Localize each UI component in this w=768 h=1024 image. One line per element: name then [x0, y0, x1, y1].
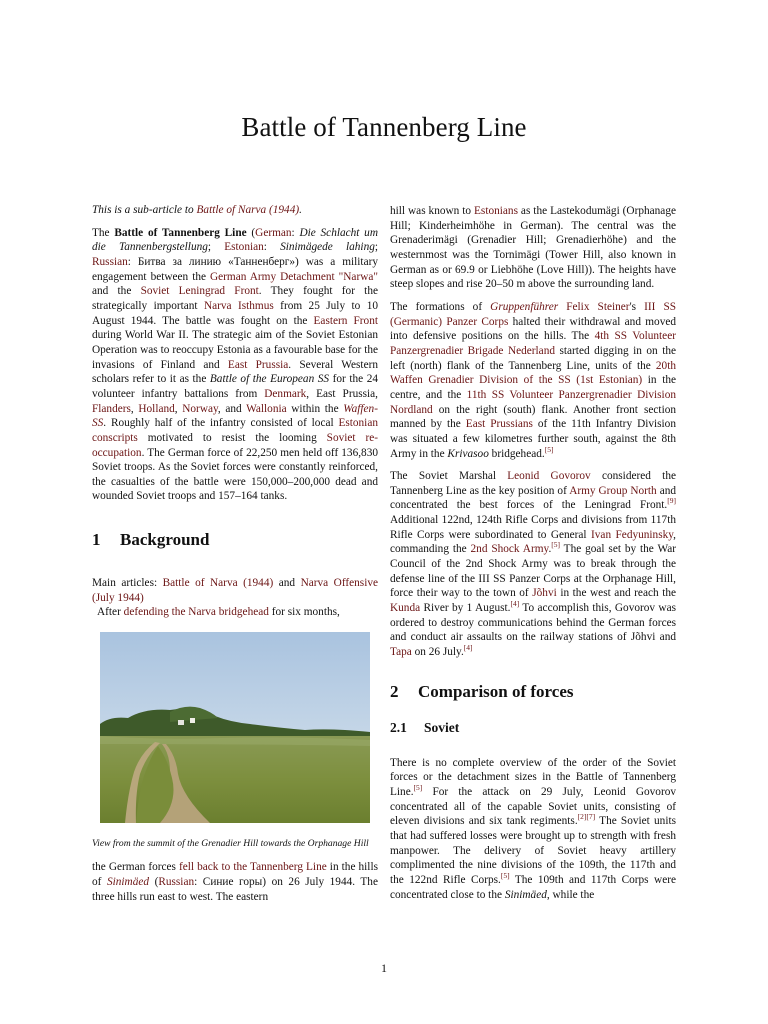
link-felix-steiner[interactable]: Felix Steiner [566, 300, 630, 313]
link-tapa[interactable]: Tapa [390, 646, 412, 659]
link-denmark[interactable]: Denmark [264, 387, 307, 400]
govorov-paragraph: The Soviet Marshal Leonid Govorov considered the Tannenberg Line as the key position of Army Group North and concentrated the best forces of the Leningrad Front.[9] Additional 122nd, 124th Rifle Corps and divisions from 117th Rifle Corps were subordinated to General Ivan Fedyuninsky, commanding the 2nd Shock Army.[5] The goal set by the War Council of the 2nd Shock Army was to break through the defense line of the III SS Panzer Corps at the Orphanage Hill, force their way to the town of Jõhvi in the west and reach the Kunda River by 1 August.[4] To accomplish this, Govorov was ordered to destroy communications behind the German forces and conduct air assaults on the railway stations of Jõhvi and Tapa on 26 July.[4] [390, 470, 677, 659]
right-column [390, 204, 676, 910]
link-nederland-brigade[interactable]: 4th SS Volunteer Panzergrenadier Brigade Nederland [390, 330, 676, 357]
subsection-heading-soviet: 2.1 Soviet [390, 719, 460, 735]
link-army-detachment-narwa[interactable]: German Army Detachment "Narwa" [210, 270, 378, 283]
link-holland[interactable]: Holland [138, 402, 175, 415]
link-flanders[interactable]: Flanders [92, 402, 131, 415]
citation[interactable]: [5] [500, 871, 510, 881]
link-2nd-shock-army[interactable]: 2nd Shock Army [470, 543, 549, 556]
citation[interactable]: [5] [544, 444, 554, 454]
link-johvi[interactable]: Jõhvi [532, 587, 557, 600]
citation[interactable]: [4] [510, 599, 520, 609]
formations-paragraph: The formations of Gruppenführer Felix Steiner's III SS (Germanic) Panzer Corps halted their withdrawal and moved into defensive positions on the hills. The 4th SS Volunteer Panzergrenadier Brigade Nederland started digging in on the left (north) flank of the Tannenberg Line, units of the 20th Waffen Grenadier Division of the SS (1st Estonian) in the centre, and the 11th SS Volunteer Panzergrenadier Division Nordland on the right (south) flank. Another front section manned by the East Prussians of the 11th Infantry Division was situated a few kilometres further south, against the 8th Army in the Krivasoo bridgehead.[5] [390, 300, 677, 460]
grenadier-hill-photo [100, 632, 370, 823]
citation[interactable]: [5] [551, 540, 561, 550]
page-title: Battle of Tannenberg Line [241, 112, 527, 142]
link-eastern-front[interactable]: Eastern Front [313, 314, 378, 327]
section-heading-background: 1 Background [92, 530, 210, 550]
link-narva-offensive[interactable]: Narva Offensive (July 1944) [92, 577, 379, 604]
link-estonian-conscripts[interactable]: Estonian conscripts [92, 417, 378, 444]
link-leningrad-front[interactable]: Soviet Leningrad Front [140, 285, 259, 298]
lead-paragraph: The Battle of Tannenberg Line (German: Die Schlacht um die Tannenbergstellung; Estonian: Sinimägede lahing; Russian: Битва за линию «Танненберг») was a military engagement between the German Army Detachment "Narwa" and the Soviet Leningrad Front. They fought for the strategically important Narva Isthmus from 25 July to 10 August 1944. The battle was fought on the Eastern Front during World War II. The strategic aim of the Soviet Estonian Operation was to reoccupy Estonia as a favourable base for the invasions of Finland and East Prussia. Several Western scholars refer to it as the Battle of the European SS for the 24 volunteer infantry battalions from Denmark, East Prussia, Flanders, Holland, Norway, and Wallonia within the Waffen-SS. Roughly half of the infantry consisted of local Estonian conscripts motivated to resist the looming Soviet re-occupation. The German force of 22,250 men held off 136,830 Soviet troops. As the Soviet forces were constantly reinforced, the casualties of the battle were 150,000–200,000 dead and wounded Soviet troops and 157–164 tanks. [92, 226, 379, 503]
link-nordland-division[interactable]: 11th SS Volunteer Panzergrenadier Division Nordland [390, 388, 676, 416]
link-20th-waffen-grenadier[interactable]: 20th Waffen Grenadier Division of the SS (1st Estonian) [390, 359, 676, 387]
citation[interactable]: [5] [413, 783, 423, 793]
link-leonid-govorov[interactable]: Leonid Govorov [507, 470, 591, 483]
link-sinimaed[interactable]: Sinimäed [106, 876, 150, 889]
figure-caption: View from the summit of the Grenadier Hill towards the Orphanage Hill [92, 838, 369, 850]
page-number: 1 [381, 961, 387, 975]
citation[interactable]: [4] [463, 643, 473, 653]
main-articles-note: Main articles: Battle of Narva (1944) and Narva Offensive (July 1944) [92, 577, 379, 604]
link-battle-of-narva-main[interactable]: Battle of Narva (1944) [162, 577, 274, 590]
background-paragraph: After defending the Narva bridgehead for six months, [97, 606, 340, 619]
link-narva-isthmus[interactable]: Narva Isthmus [203, 299, 274, 312]
link-battle-of-narva[interactable]: Battle of Narva (1944) [196, 204, 300, 216]
link-waffen-ss[interactable]: Waffen-SS [92, 402, 378, 430]
link-russian-2[interactable]: Russian [158, 876, 195, 889]
left-column [92, 203, 378, 912]
link-russian[interactable]: Russian [92, 255, 128, 268]
hills-paragraph: hill was known to Estonians as the Lastekodumägi (Orphanage Hill; Kinderheimhöhe in German). The central was the Grenaderimägi (Grenadier Hill; Grenadierhöhe) and the westernmost was the Tornimägi (Tower Hill, also known in German as or 69.9 or Liebhöhe (Love Hill)). The heights have steep slopes and rise 20–50 m above the surrounding land. [390, 205, 676, 291]
link-army-group-north[interactable]: Army Group North [569, 484, 657, 497]
soviet-paragraph: There is no complete overview of the order of the Soviet forces or the detachment sizes in the Battle of Tannenberg Line.[5] For the attack on 29 July, Leonid Govorov concentrated all of the capable Soviet units, consisting of eleven divisions and six tank regiments.[2][7] The Soviet units that had suffered losses were brought up to strength with fresh manpower. The delivery of Soviet heavy artillery complimented the nine divisions of the 109th, the 117th and the 122nd Rifle Corps.[5] The 109th and 117th Corps were concentrated close to the Sinimäed, while the [390, 756, 676, 901]
intro-note: This is a sub-article to Battle of Narva (1944). [92, 204, 302, 216]
citation[interactable]: [2][7] [577, 812, 596, 822]
link-iii-ss-panzer-corps[interactable]: III SS (Germanic) Panzer Corps [390, 300, 677, 328]
link-soviet-reoccupation[interactable]: Soviet re-occupation [92, 431, 378, 459]
background-paragraph-cont: the German forces fell back to the Tannenberg Line in the hills of Sinimäed (Russian: Синие горы) on 26 July 1944. The three hills run east to west. The eastern [92, 861, 378, 903]
link-german[interactable]: German [255, 226, 292, 239]
link-wallonia[interactable]: Wallonia [246, 402, 287, 415]
citation[interactable]: [9] [667, 496, 676, 506]
link-east-prussians[interactable]: East Prussians [465, 418, 533, 431]
link-estonian[interactable]: Estonian [224, 241, 264, 254]
link-gruppenfuhrer[interactable]: Gruppenführer [490, 300, 559, 313]
link-ivan-fedyuninsky[interactable]: Ivan Fedyuninsky [591, 528, 674, 541]
link-fell-back-tannenberg[interactable]: fell back to the Tannenberg Line [178, 861, 327, 874]
link-east-prussia[interactable]: East Prussia [227, 358, 289, 371]
link-narva-bridgehead[interactable]: defending the Narva bridgehead [123, 606, 269, 619]
link-norway[interactable]: Norway [182, 402, 218, 415]
link-estonians[interactable]: Estonians [474, 205, 518, 217]
section-heading-comparison: 2 Comparison of forces [390, 681, 574, 701]
figure [92, 632, 370, 850]
link-kunda[interactable]: Kunda [390, 602, 421, 615]
